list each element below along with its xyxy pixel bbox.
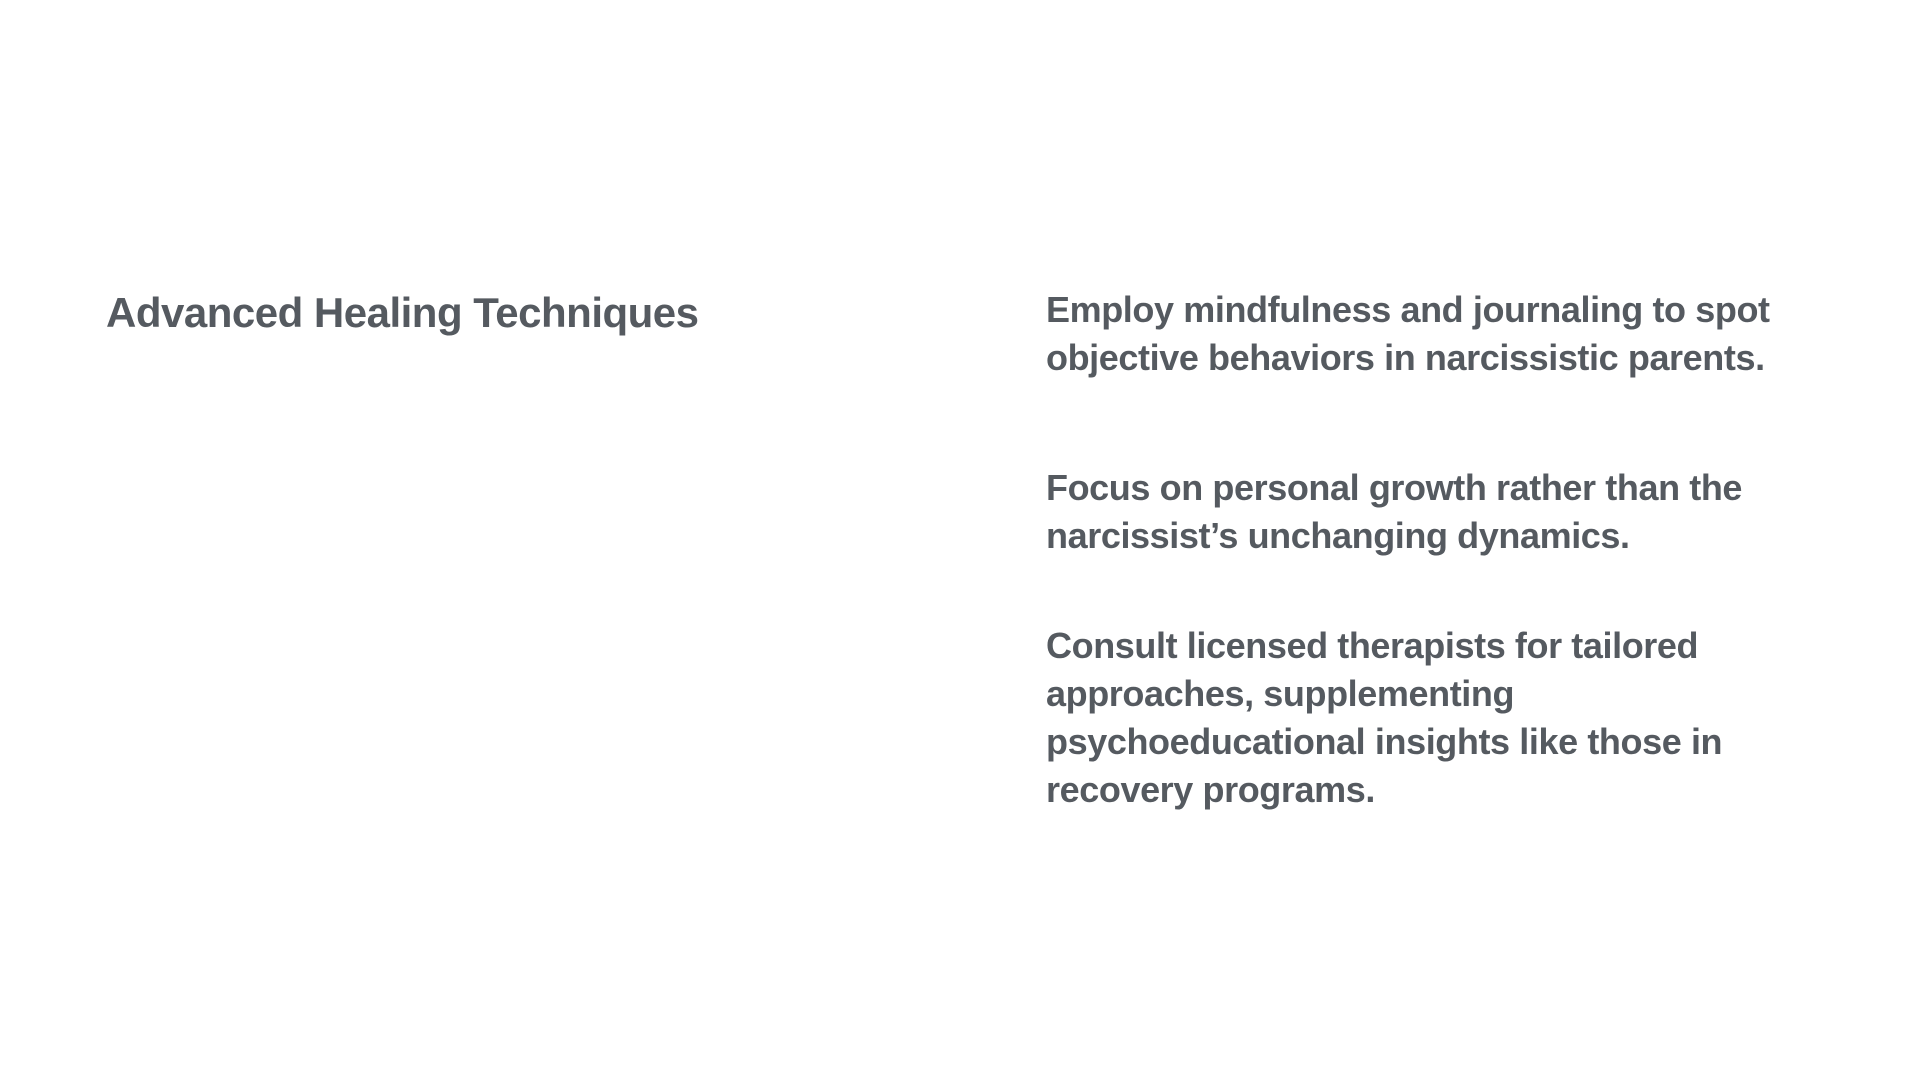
bullet-point-3: Consult licensed therapists for tailored approaches, supplementing psychoeducational insights like those in recovery programs.: [1046, 625, 1723, 810]
bullet-point-2: Focus on personal growth rather than the narcissist’s unchanging dynamics.: [1046, 467, 1743, 556]
bullet-point-1: Employ mindfulness and journaling to spot objective behaviors in narcissistic parents.: [1046, 289, 1770, 378]
slide-title: Advanced Healing Techniques: [106, 289, 699, 336]
